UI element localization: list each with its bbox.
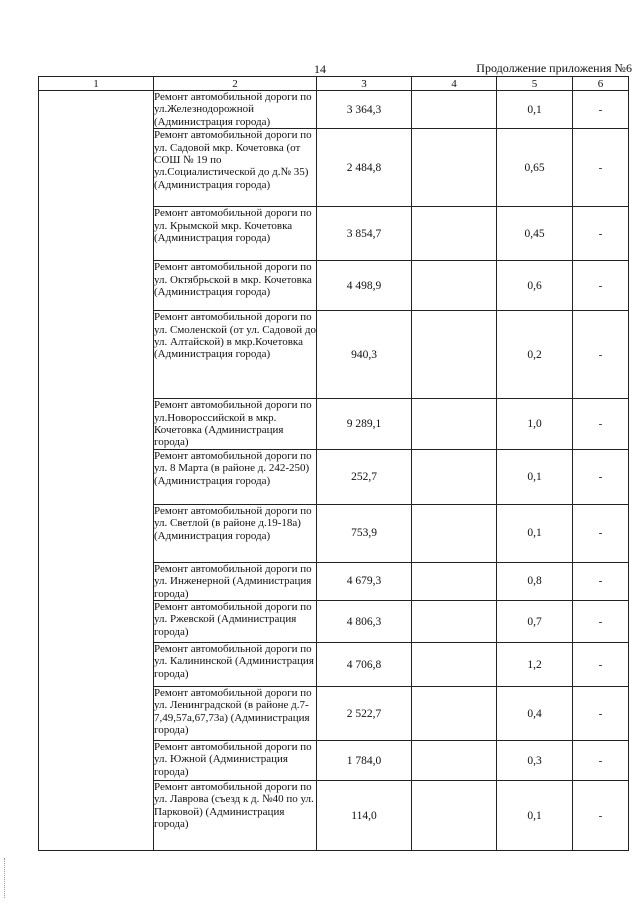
col4-value bbox=[412, 601, 497, 643]
length-value: 0,45 bbox=[497, 207, 573, 261]
scan-margin-mark bbox=[4, 858, 7, 898]
cost-value: 940,3 bbox=[317, 311, 412, 399]
length-value: 1,2 bbox=[497, 643, 573, 687]
col4-value bbox=[412, 449, 497, 504]
length-value: 0,2 bbox=[497, 311, 573, 399]
col6-value: - bbox=[573, 311, 629, 399]
cost-value: 252,7 bbox=[317, 449, 412, 504]
length-value: 0,6 bbox=[497, 261, 573, 311]
col4-value bbox=[412, 562, 497, 600]
cost-value: 3 854,7 bbox=[317, 207, 412, 261]
work-description: Ремонт автомобильной дороги по ул. Октябрьской в мкр. Кочетовка (Администрация города) bbox=[154, 261, 317, 311]
length-value: 1,0 bbox=[497, 399, 573, 450]
col6-value: - bbox=[573, 562, 629, 600]
page-number: 14 bbox=[314, 62, 326, 76]
header-row bbox=[39, 77, 629, 91]
cost-value: 4 679,3 bbox=[317, 562, 412, 600]
col4-value bbox=[412, 504, 497, 562]
cost-value: 114,0 bbox=[317, 781, 412, 851]
col4-value bbox=[412, 741, 497, 781]
work-description: Ремонт автомобильной дороги по ул. Светлой (в районе д.19-18а) (Администрация города) bbox=[154, 504, 317, 562]
cost-value: 2 484,8 bbox=[317, 129, 412, 207]
work-description: Ремонт автомобильной дороги по ул. Смоленской (от ул. Садовой до ул. Алтайской) в мкр.Кочетовка (Администрация города) bbox=[154, 311, 317, 399]
col4-value bbox=[412, 261, 497, 311]
col6-value: - bbox=[573, 261, 629, 311]
work-description: Ремонт автомобильной дороги по ул. Ленинградской (в районе д.7-7,49,57а,67,73а) (Администрация города) bbox=[154, 687, 317, 741]
col4-value bbox=[412, 129, 497, 207]
work-description: Ремонт автомобильной дороги по ул. Лаврова (съезд к д. №40 по ул. Парковой) (Администрация города) bbox=[154, 781, 317, 851]
cost-value: 3 364,3 bbox=[317, 91, 412, 129]
cost-value: 4 806,3 bbox=[317, 601, 412, 643]
cost-value: 4 706,8 bbox=[317, 643, 412, 687]
col-header-2: 2 bbox=[154, 77, 317, 91]
length-value: 0,3 bbox=[497, 741, 573, 781]
col6-value: - bbox=[573, 601, 629, 643]
length-value: 0,1 bbox=[497, 504, 573, 562]
work-description: Ремонт автомобильной дороги по ул. Крымской мкр. Кочетовка (Администрация города) bbox=[154, 207, 317, 261]
col4-value bbox=[412, 687, 497, 741]
col4-value bbox=[412, 91, 497, 129]
col6-value: - bbox=[573, 207, 629, 261]
cost-value: 753,9 bbox=[317, 504, 412, 562]
col-header-3: 3 bbox=[317, 77, 412, 91]
length-value: 0,65 bbox=[497, 129, 573, 207]
col6-value: - bbox=[573, 504, 629, 562]
work-description: Ремонт автомобильной дороги по ул. Калининской (Администрация города) bbox=[154, 643, 317, 687]
col4-value bbox=[412, 643, 497, 687]
col6-value: - bbox=[573, 129, 629, 207]
col6-value: - bbox=[573, 687, 629, 741]
col6-value: - bbox=[573, 781, 629, 851]
length-value: 0,8 bbox=[497, 562, 573, 600]
cost-value: 9 289,1 bbox=[317, 399, 412, 450]
col6-value: - bbox=[573, 449, 629, 504]
work-description: Ремонт автомобильной дороги по ул. Садовой мкр. Кочетовка (от СОШ № 19 по ул.Социалистической до д.№ 35) (Администрация города) bbox=[154, 129, 317, 207]
length-value: 0,1 bbox=[497, 449, 573, 504]
cost-value: 2 522,7 bbox=[317, 687, 412, 741]
col6-value: - bbox=[573, 399, 629, 450]
col6-value: - bbox=[573, 91, 629, 129]
work-description: Ремонт автомобильной дороги по ул. 8 Марта (в районе д. 242-250) (Администрация города) bbox=[154, 449, 317, 504]
col-header-1: 1 bbox=[39, 77, 154, 91]
col-header-4: 4 bbox=[412, 77, 497, 91]
col6-value: - bbox=[573, 741, 629, 781]
work-description: Ремонт автомобильной дороги по ул. Ржевской (Администрация города) bbox=[154, 601, 317, 643]
work-description: Ремонт автомобильной дороги по ул.Новороссийской в мкр. Кочетовка (Администрация города) bbox=[154, 399, 317, 450]
work-description: Ремонт автомобильной дороги по ул. Южной (Администрация города) bbox=[154, 741, 317, 781]
appendix-table bbox=[38, 76, 629, 851]
length-value: 0,1 bbox=[497, 781, 573, 851]
length-value: 0,7 bbox=[497, 601, 573, 643]
col4-value bbox=[412, 311, 497, 399]
table-row bbox=[39, 91, 629, 129]
col-header-6: 6 bbox=[573, 77, 629, 91]
col4-value bbox=[412, 207, 497, 261]
merged-col1-cell bbox=[39, 91, 154, 851]
cost-value: 1 784,0 bbox=[317, 741, 412, 781]
work-description: Ремонт автомобильной дороги по ул. Инженерной (Администрация города) bbox=[154, 562, 317, 600]
col6-value: - bbox=[573, 643, 629, 687]
continuation-note: Продолжение приложения №6 bbox=[476, 61, 632, 75]
work-description: Ремонт автомобильной дороги по ул.Железнодорожной (Администрация города) bbox=[154, 91, 317, 129]
col4-value bbox=[412, 399, 497, 450]
col-header-5: 5 bbox=[497, 77, 573, 91]
length-value: 0,1 bbox=[497, 91, 573, 129]
length-value: 0,4 bbox=[497, 687, 573, 741]
cost-value: 4 498,9 bbox=[317, 261, 412, 311]
col4-value bbox=[412, 781, 497, 851]
